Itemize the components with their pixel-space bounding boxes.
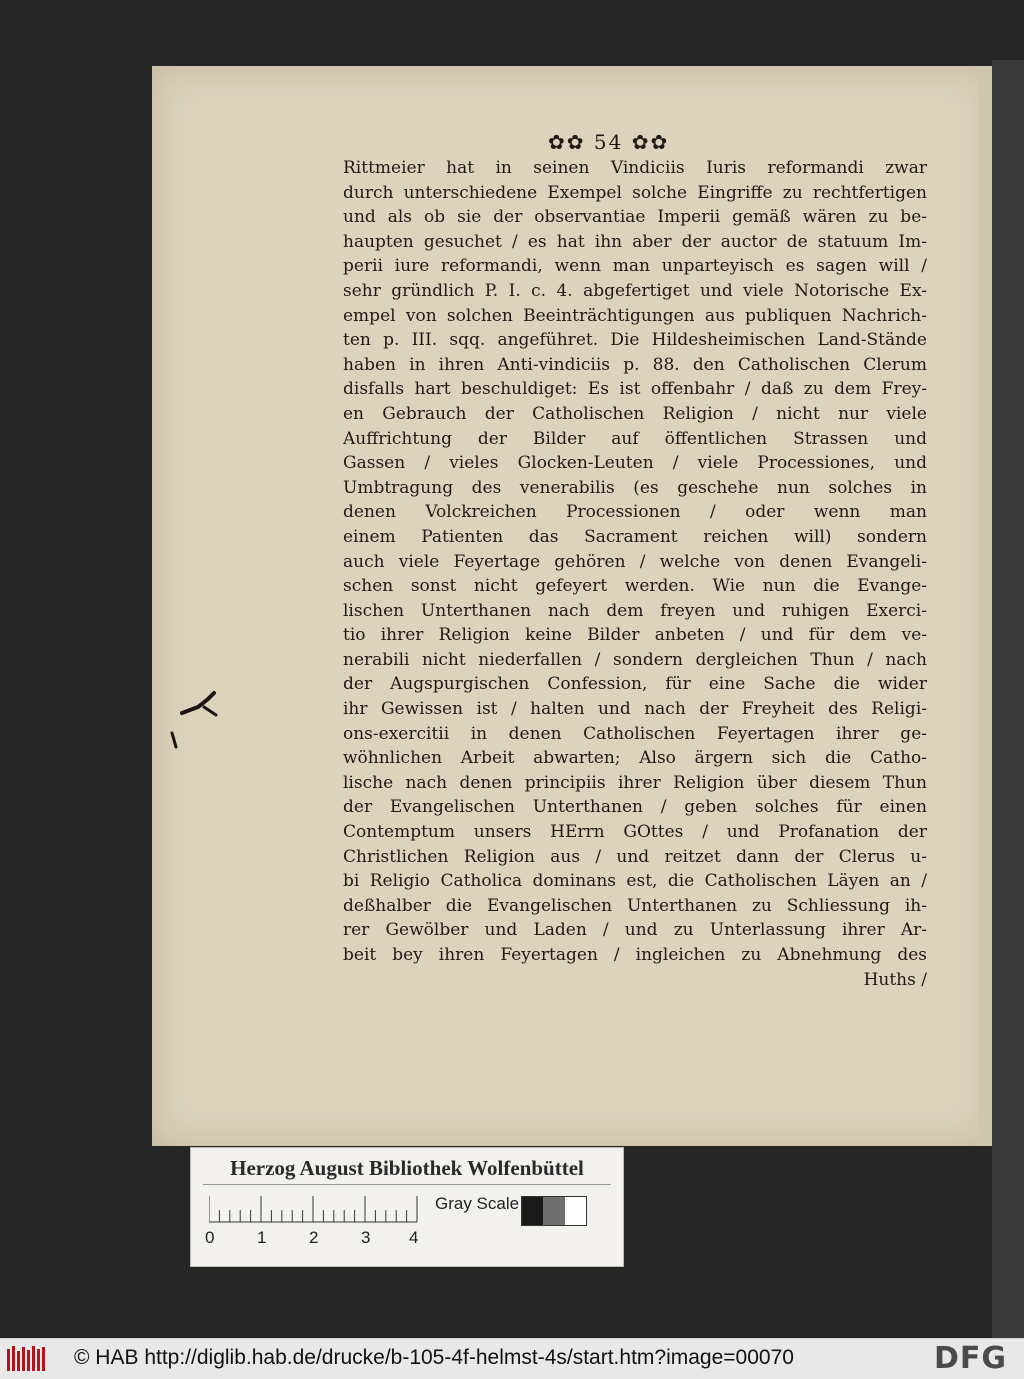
text-line: haupten gesuchet / es hat ihn aber der auctor de statuum Im- (343, 231, 927, 252)
divider (203, 1184, 611, 1185)
ornament-left-icon: ✿✿ (548, 130, 586, 154)
catchword-line: Huths / (863, 969, 927, 990)
ornament-right-icon: ✿✿ (631, 130, 670, 154)
text-line: Contemptum unsers HErrn GOttes / und Profanation der (343, 822, 927, 843)
text-line: auch viele Feyertage gehören / welche von denen Evangeli- (343, 551, 927, 572)
ink-mark-icon (168, 685, 228, 755)
swatch-white (565, 1197, 586, 1225)
text-line: Umbtragung des venerabilis (es geschehe nun solches in (343, 477, 927, 498)
text-line: der Augspurgischen Confession, für eine Sache die wider (343, 674, 927, 695)
text-line: Christlichen Religion aus / und reitzet dann der Clerus u- (343, 846, 927, 867)
page-body (343, 156, 927, 992)
ruler-number: 2 (309, 1228, 319, 1247)
text-line: wöhnlichen Arbeit abwarten; Also ärgern sich die Catho- (343, 748, 927, 769)
text-line: bi Religio Catholica dominans est, die Catholischen Läyen an / (343, 871, 927, 892)
text-line: empel von solchen Beeinträchtigungen aus publiquen Nachrich- (343, 305, 927, 326)
text-line: einem Patienten das Sacrament reichen will) sondern (343, 526, 927, 547)
ruler-numbers (205, 1228, 425, 1248)
dfg-logo: DFG (934, 1341, 1008, 1376)
text-line: beit bey ihren Feyertagen / ingleichen zu Abnehmung des (343, 945, 927, 965)
ruler-number: 4 (409, 1228, 419, 1247)
text-line: Gassen / vieles Glocken-Leuten / viele Processiones, und (343, 453, 927, 474)
ruler-number: 0 (205, 1228, 215, 1247)
text-line: tio ihrer Religion keine Bilder anbeten / und für dem ve- (343, 625, 927, 646)
ruler-number: 3 (361, 1228, 371, 1247)
page-number: 54 (593, 130, 624, 154)
text-line: und als ob sie der observantiae Imperii gemäß wären zu be- (343, 207, 927, 228)
text-line: der Evangelischen Unterthanen / geben solches für einen (343, 797, 927, 818)
text-line: disfalls hart beschuldiget: Es ist offenbahr / daß zu dem Frey- (343, 379, 927, 400)
text-line: rer Gewölber und Laden / und zu Unterlassung ihrer Ar- (343, 920, 927, 941)
text-line: deßhalber die Evangelischen Unterthanen zu Schliessung ih- (343, 895, 927, 916)
ruler-number: 1 (257, 1228, 267, 1247)
text-line: nerabili nicht niederfallen / sondern dergleichen Thun / nach (343, 649, 927, 670)
text-line: schen sonst nicht gefeyert werden. Wie nun die Evange- (343, 576, 927, 597)
ruler-scale (209, 1196, 429, 1226)
gray-scale-label: Gray Scale (435, 1194, 520, 1213)
text-line: ihr Gewissen ist / halten und nach der Freyheit des Religi- (343, 699, 927, 720)
text-line: en Gebrauch der Catholischen Religion / nicht nur viele (343, 403, 927, 424)
text-line: denen Volckreichen Processionen / oder wenn man (343, 502, 927, 523)
text-line: lischen Unterthanen nach dem freyen und ruhigen Exerci- (343, 600, 927, 621)
hab-logo-icon (6, 1345, 50, 1373)
swatch-gray (543, 1197, 564, 1225)
footer-bar (0, 1338, 1024, 1379)
text-line: Auffrichtung der Bilder auf öffentlichen Strassen und (343, 428, 927, 449)
text-line: sehr gründlich P. I. c. 4. abgefertiget und viele Notorische Ex- (343, 280, 927, 301)
text-line: durch unterschiedene Exempel solche Eingriffe zu rechtfertigen (343, 182, 927, 203)
text-line: Rittmeier hat in seinen Vindiciis Iuris reformandi zwar (343, 158, 927, 178)
page-header (548, 130, 669, 154)
text-line: lische nach denen principiis ihrer Religion über diesem Thun (343, 772, 927, 793)
text-line: ten p. III. sqq. angeführet. Die Hildesheimischen Land-Stände (343, 330, 927, 351)
swatch-black (522, 1197, 543, 1225)
book-edge (992, 60, 1024, 1338)
library-name: Herzog August Bibliothek Wolfenbüttel (230, 1156, 584, 1180)
color-calibration-card (190, 1147, 624, 1267)
text-line: ons-exercitii in denen Catholischen Feyertagen ihrer ge- (343, 723, 927, 744)
page-edge (978, 66, 992, 1146)
gray-scale-swatches (521, 1196, 587, 1226)
source-url[interactable]: © HAB http://diglib.hab.de/drucke/b-105-4f-helmst-4s/start.htm?image=00070 (74, 1346, 794, 1369)
text-line: perii iure reformandi, wenn man unparteyisch es sagen will / (343, 256, 927, 277)
text-line: haben in ihren Anti-vindiciis p. 88. den Catholischen Clerum (343, 354, 927, 375)
